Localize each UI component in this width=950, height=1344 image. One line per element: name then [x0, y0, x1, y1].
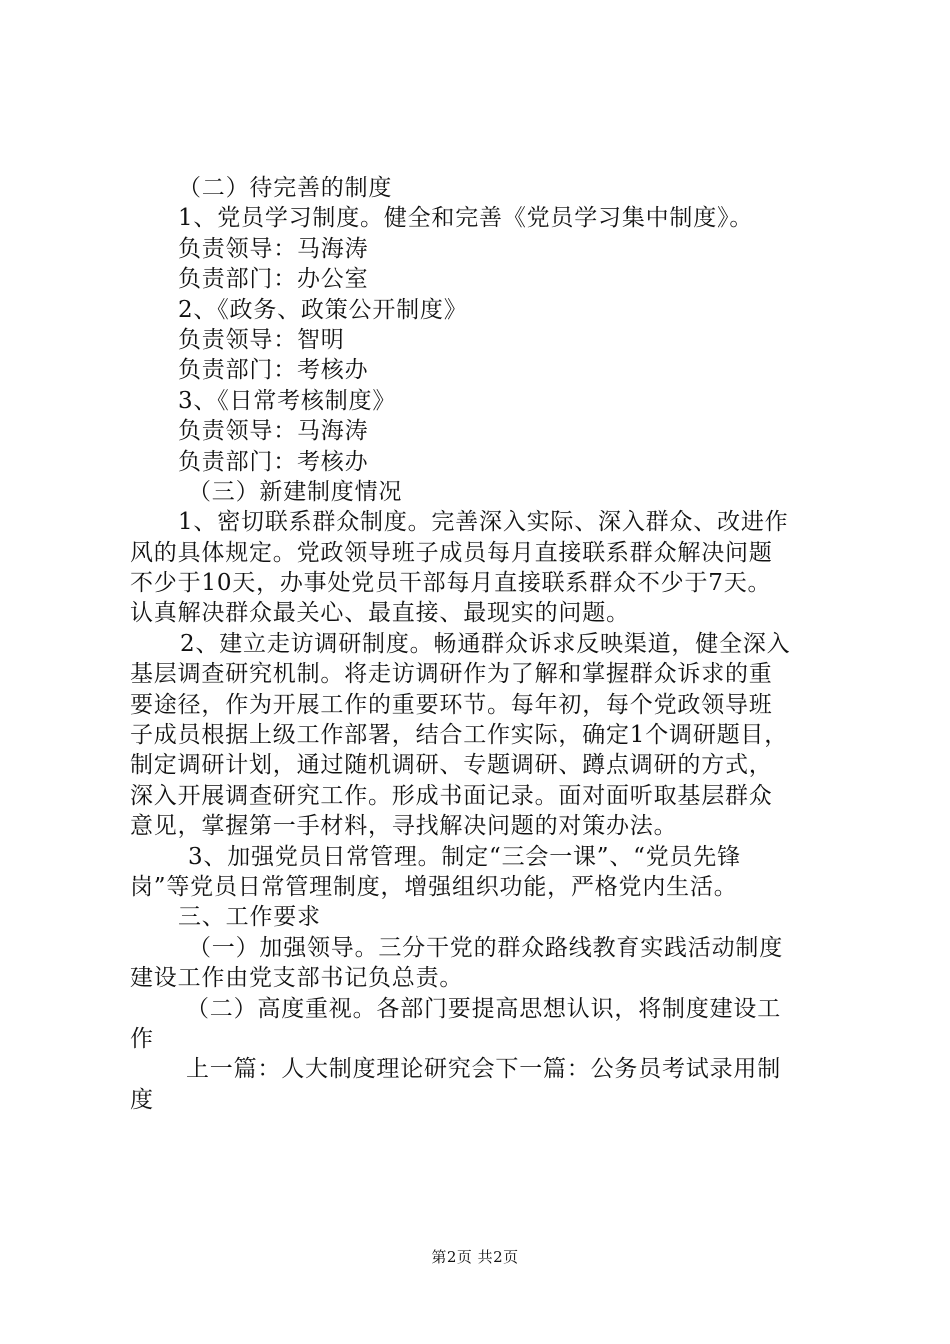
text-line: 2、《政务、政策公开制度》 [178, 296, 468, 323]
paragraph-line: 认真解决群众最关心、最直接、最现实的问题。 [130, 600, 630, 627]
paragraph-line: 1、密切联系群众制度。完善深入实际、深入群众、改进作 [178, 509, 789, 536]
paragraph-line: 基层调查研究机制。将走访调研作为了解和掌握群众诉求的重 [130, 661, 773, 688]
prev-next-links: 度 [130, 1086, 154, 1113]
prev-next-links: 上一篇：人大制度理论研究会下一篇：公务员考试录用制 [186, 1056, 781, 1083]
document-body [130, 173, 830, 1115]
paragraph-line: 岗”等党员日常管理制度，增强组织功能，严格党内生活。 [130, 873, 738, 900]
text-line: 负责部门：考核办 [178, 357, 369, 384]
text-line: 3、《日常考核制度》 [178, 387, 397, 414]
paragraph-line: 2、建立走访调研制度。畅通群众诉求反映渠道，健全深入 [180, 630, 791, 657]
paragraph-line: 子成员根据上级工作部署，结合工作实际，确定1个调研题目， [130, 722, 789, 749]
paragraph-line: 作 [130, 1025, 154, 1052]
paragraph-line: （一）加强领导。三分干党的群众路线教育实践活动制度 [188, 934, 783, 961]
paragraph-line: 深入开展调查研究工作。形成书面记录。面对面听取基层群众 [130, 782, 773, 809]
paragraph-line: 意见，掌握第一手材料，寻找解决问题的对策办法。 [130, 813, 678, 840]
paragraph-line: 不少于10天，办事处党员干部每月直接联系群众不少于7天。 [130, 570, 772, 597]
text-line: 1、党员学习制度。健全和完善《党员学习集中制度》。 [178, 205, 754, 232]
section-heading: （三）新建制度情况 [188, 478, 403, 505]
text-line: 负责领导：马海涛 [178, 418, 369, 445]
section-heading: （二）待完善的制度 [178, 175, 393, 201]
paragraph-line: 3、加强党员日常管理。制定“三会一课”、“党员先锋 [188, 843, 741, 870]
text-line: 负责部门：办公室 [178, 266, 369, 293]
text-line: 负责部门：考核办 [178, 448, 369, 475]
paragraph-line: 要途径，作为开展工作的重要环节。每年初，每个党政领导班 [130, 691, 773, 718]
page-number-footer: 第2页 共2页 [431, 1248, 519, 1266]
paragraph-line: （二）高度重视。各部门要提高思想认识，将制度建设工 [186, 995, 781, 1022]
paragraph-line: 制定调研计划，通过随机调研、专题调研、蹲点调研的方式， [130, 752, 773, 779]
section-heading: 三、工作要求 [178, 904, 321, 931]
paragraph-line: 建设工作由党支部书记负总责。 [130, 965, 464, 992]
paragraph-line: 风的具体规定。党政领导班子成员每月直接联系群众解决问题 [130, 539, 773, 566]
text-line: 负责领导：智明 [178, 326, 345, 353]
text-line: 负责领导：马海涛 [178, 235, 369, 262]
